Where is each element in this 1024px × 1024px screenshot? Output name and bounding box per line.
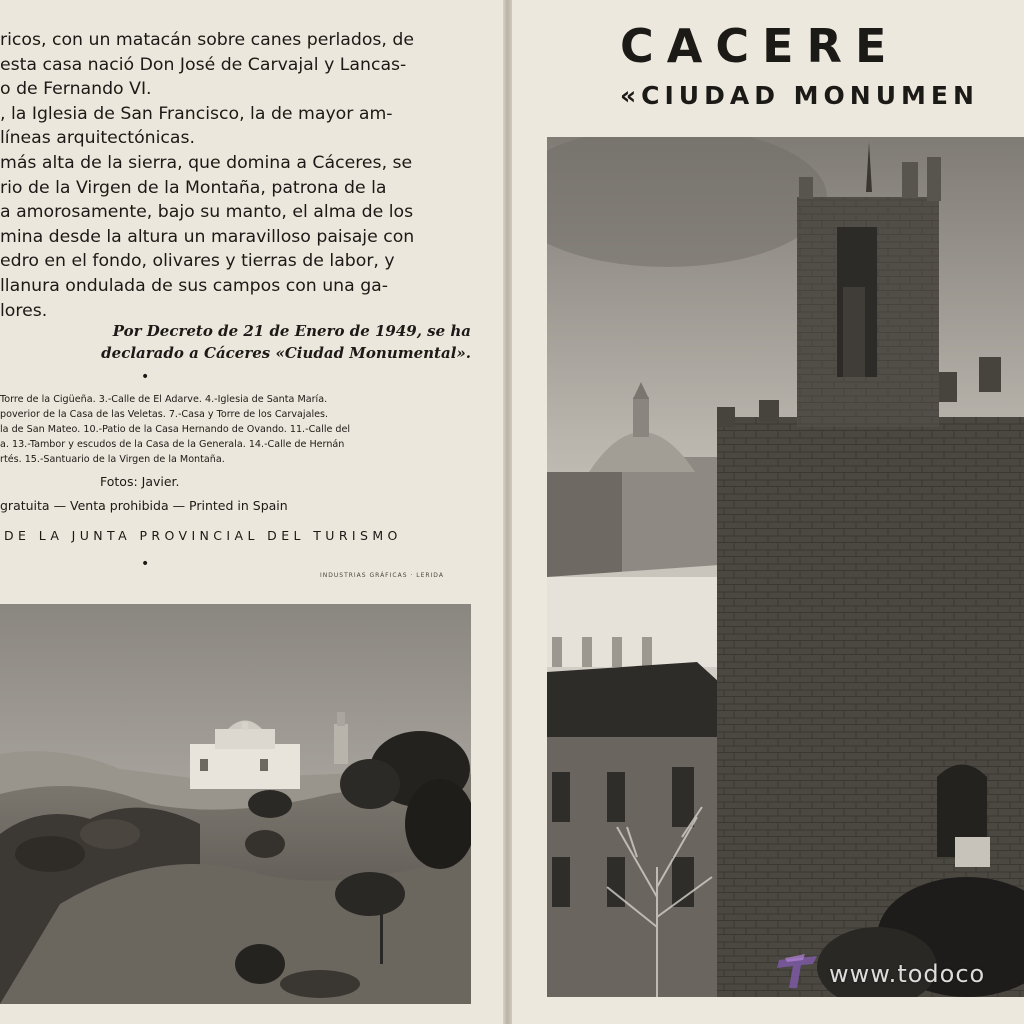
- bullet-2: •: [141, 556, 150, 572]
- decree-line-2: declarado a Cáceres «Ciudad Monumental».: [101, 344, 471, 362]
- body-line-1: ricos, con un matacán sobre canes perlados, de: [0, 30, 415, 50]
- body-line-7: rio de la Virgen de la Montaña, patrona de la: [0, 177, 387, 198]
- caption-line: a. 13.-Tambor y escudos de la Casa de la Generala. 14.-Calle de Hernán: [0, 439, 345, 450]
- decree-line-1: Por Decreto de 21 de Enero de 1949, se ha: [112, 322, 471, 340]
- caption-line: rtés. 15.-Santuario de la Virgen de la Montaña.: [0, 454, 225, 465]
- caption-line: poverior de la Casa de las Veletas. 7.-Casa y Torre de los Carvajales.: [0, 409, 329, 420]
- watermark-text: www.todoco: [829, 960, 986, 988]
- tower-photo: [547, 137, 1024, 997]
- cover-subtitle: «CIUDAD MONUMEN: [620, 81, 979, 110]
- bullet-1: •: [141, 369, 150, 385]
- body-line-2: esta casa nació Don José de Carvajal y Lancas-: [0, 54, 407, 75]
- body-line-3: o de Fernando VI.: [0, 79, 152, 100]
- watermark: [775, 950, 1024, 996]
- body-line-8: a amorosamente, bajo su manto, el alma de los: [0, 202, 414, 223]
- photo-captions: [0, 392, 475, 467]
- book-gutter: [503, 0, 512, 1024]
- body-line-4: , la Iglesia de San Francisco, la de mayor am-: [0, 103, 393, 124]
- body-line-10: edro en el fondo, olivares y tierras de labor, y: [0, 251, 395, 272]
- body-line-11: llanura ondulada de sus campos con una ga-: [0, 276, 388, 296]
- watermark-logo-icon: [775, 952, 821, 992]
- sanctuary-landscape-photo: [0, 604, 471, 1004]
- cover-title: CACERE: [620, 19, 900, 73]
- photo-credit: Fotos: Javier.: [100, 474, 180, 489]
- body-line-12: lores.: [0, 300, 48, 321]
- left-page: [0, 0, 503, 1024]
- distribution-note: gratuita — Venta prohibida — Printed in Spain: [0, 498, 288, 513]
- printer-imprint: INDUSTRIAS GRÁFICAS · LERIDA: [320, 572, 444, 579]
- body-line-6: más alta de la sierra, que domina a Cáceres, se: [0, 153, 413, 173]
- caption-line: la de San Mateo. 10.-Patio de la Casa Hernando de Ovando. 11.-Calle del: [0, 424, 351, 435]
- body-line-5: líneas arquitectónicas.: [0, 128, 195, 149]
- junta-line: DE LA JUNTA PROVINCIAL DEL TURISMO: [4, 528, 402, 543]
- caption-line: Torre de la Cigüeña. 3.-Calle de El Adarve. 4.-Iglesia de Santa María.: [0, 394, 328, 405]
- body-line-9: mina desde la altura un maravilloso paisaje con: [0, 226, 415, 247]
